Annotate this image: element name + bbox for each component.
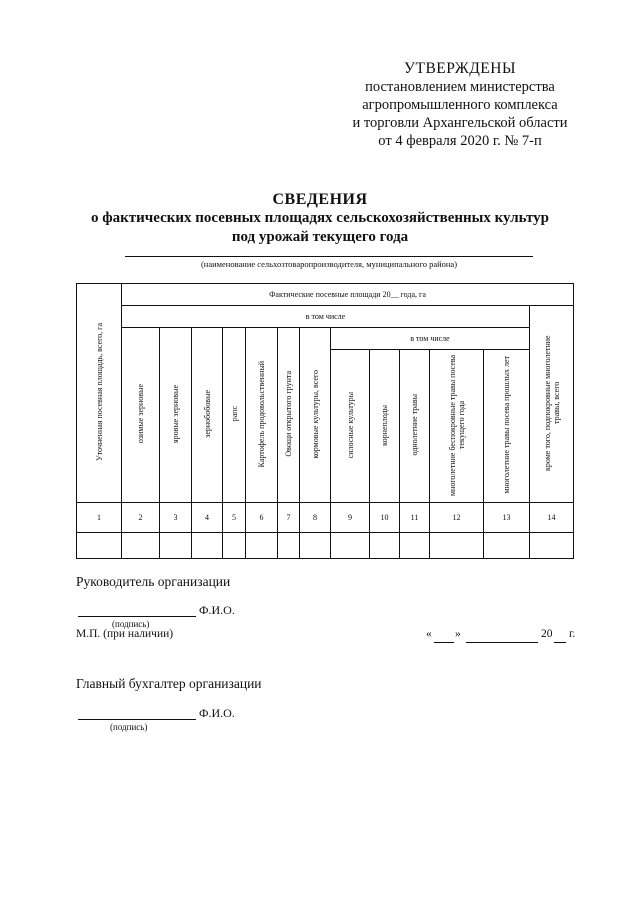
accountant-fio-label: Ф.И.О. [199,706,235,720]
accountant-signature-caption: (подпись) [110,722,148,732]
data-cell[interactable] [246,533,278,559]
column-number: 9 [331,503,370,533]
data-cell[interactable] [122,533,160,559]
header-cell-actual-areas [122,284,574,306]
column-number: 14 [530,503,574,533]
column-number: 8 [300,503,331,533]
column-number: 7 [278,503,300,533]
data-cell[interactable] [430,533,484,559]
data-cell[interactable] [192,533,223,559]
data-cell[interactable] [484,533,530,559]
data-cell[interactable] [530,533,574,559]
stamp-label: М.П. (при наличии) [76,628,174,640]
data-cell[interactable] [77,533,122,559]
approval-line: и торговли Архангельской области [352,115,568,131]
data-cell[interactable] [300,533,331,559]
head-signature-caption: (подпись) [112,619,150,629]
document-heading [60,190,580,247]
header-cell-7 [278,328,300,503]
header-text: Овощи открытого грунта [284,371,293,457]
header-text: рапс [229,406,239,422]
header-text: яровые зерновые [171,384,180,444]
header-cell-14 [530,306,574,503]
column-number: 4 [192,503,223,533]
data-cell[interactable] [160,533,192,559]
header-cell-4 [192,328,223,503]
data-cell[interactable] [331,533,370,559]
header-text: Картофель продовольственный [257,360,266,468]
header-cell-1 [77,284,122,503]
head-title: Руководитель организации [76,574,231,589]
header-cell-13 [484,350,530,503]
head-fio-label: Ф.И.О. [199,603,235,617]
date-month-line[interactable] [466,642,538,643]
column-number: 12 [430,503,484,533]
areas-table [76,283,574,559]
date-quote-open: « [426,628,432,640]
header-cell-3 [160,328,192,503]
approval-date-line: от 4 февраля 2020 г. № 7-п [378,133,542,149]
column-number: 13 [484,503,530,533]
column-number: 5 [223,503,246,533]
header-text: в том числе [305,312,346,321]
header-text: зернобобовые [202,390,212,438]
head-signature-line[interactable] [78,616,196,617]
header-cell-including-2 [331,328,530,350]
header-text: однолетние травы [410,394,419,456]
data-cell[interactable] [223,533,246,559]
areas-table-wrap [76,283,574,559]
header-text: силосные культуры [345,391,355,459]
header-text: многолетние беспокровные травы посева текущего года [447,354,466,496]
data-cell[interactable] [400,533,430,559]
header-text: озимые зерновые [136,384,145,444]
column-number: 11 [400,503,430,533]
header-text: кормовые культуры, всего [310,369,320,459]
accountant-signature-line[interactable] [78,719,196,720]
date-year-line[interactable] [554,642,566,643]
header-cell-8 [300,328,331,503]
approval-block [320,60,600,150]
column-number: 6 [246,503,278,533]
column-number: 10 [370,503,400,533]
header-cell-9 [331,350,370,503]
approval-title: УТВЕРЖДЕНЫ [404,60,516,77]
header-text: кроме того, подпокровные многолетние травы, всего [542,335,561,471]
document-subtitle: под урожай текущего года [231,229,409,245]
column-number: 2 [122,503,160,533]
header-cell-2 [122,328,160,503]
header-cell-6 [246,328,278,503]
producer-name-line [125,256,533,257]
data-cell[interactable] [278,533,300,559]
approval-line: постановлением министерства [365,79,555,95]
document-title: СВЕДЕНИЯ [272,191,368,208]
header-text: Фактические посевные площади 20__ года, га [269,290,426,299]
column-number: 1 [77,503,122,533]
header-text: в том числе [410,334,450,343]
header-cell-10 [370,350,400,503]
date-year-prefix: 20 [541,628,553,640]
document-subtitle: о фактических посевных площадях сельскохозяйственных культур [91,210,549,226]
producer-name-caption: (наименование сельхозтоваропроизводителя, муниципального района) [200,259,458,269]
header-cell-11 [400,350,430,503]
header-text: Уточненная посевная площадь, всего, га [94,322,104,461]
header-cell-including [122,306,530,328]
header-text: корнеплоды [380,404,389,446]
accountant-title: Главный бухгалтер организации [76,676,262,691]
approval-line: агропромышленного комплекса [362,97,558,113]
header-text: многолетние травы посева прошлых лет [502,356,511,494]
column-number: 3 [160,503,192,533]
header-cell-5 [223,328,246,503]
data-cell[interactable] [370,533,400,559]
date-day-line[interactable] [434,642,454,643]
date-quote-close: » [455,628,461,640]
header-cell-12 [430,350,484,503]
date-year-suffix: г. [569,628,576,640]
